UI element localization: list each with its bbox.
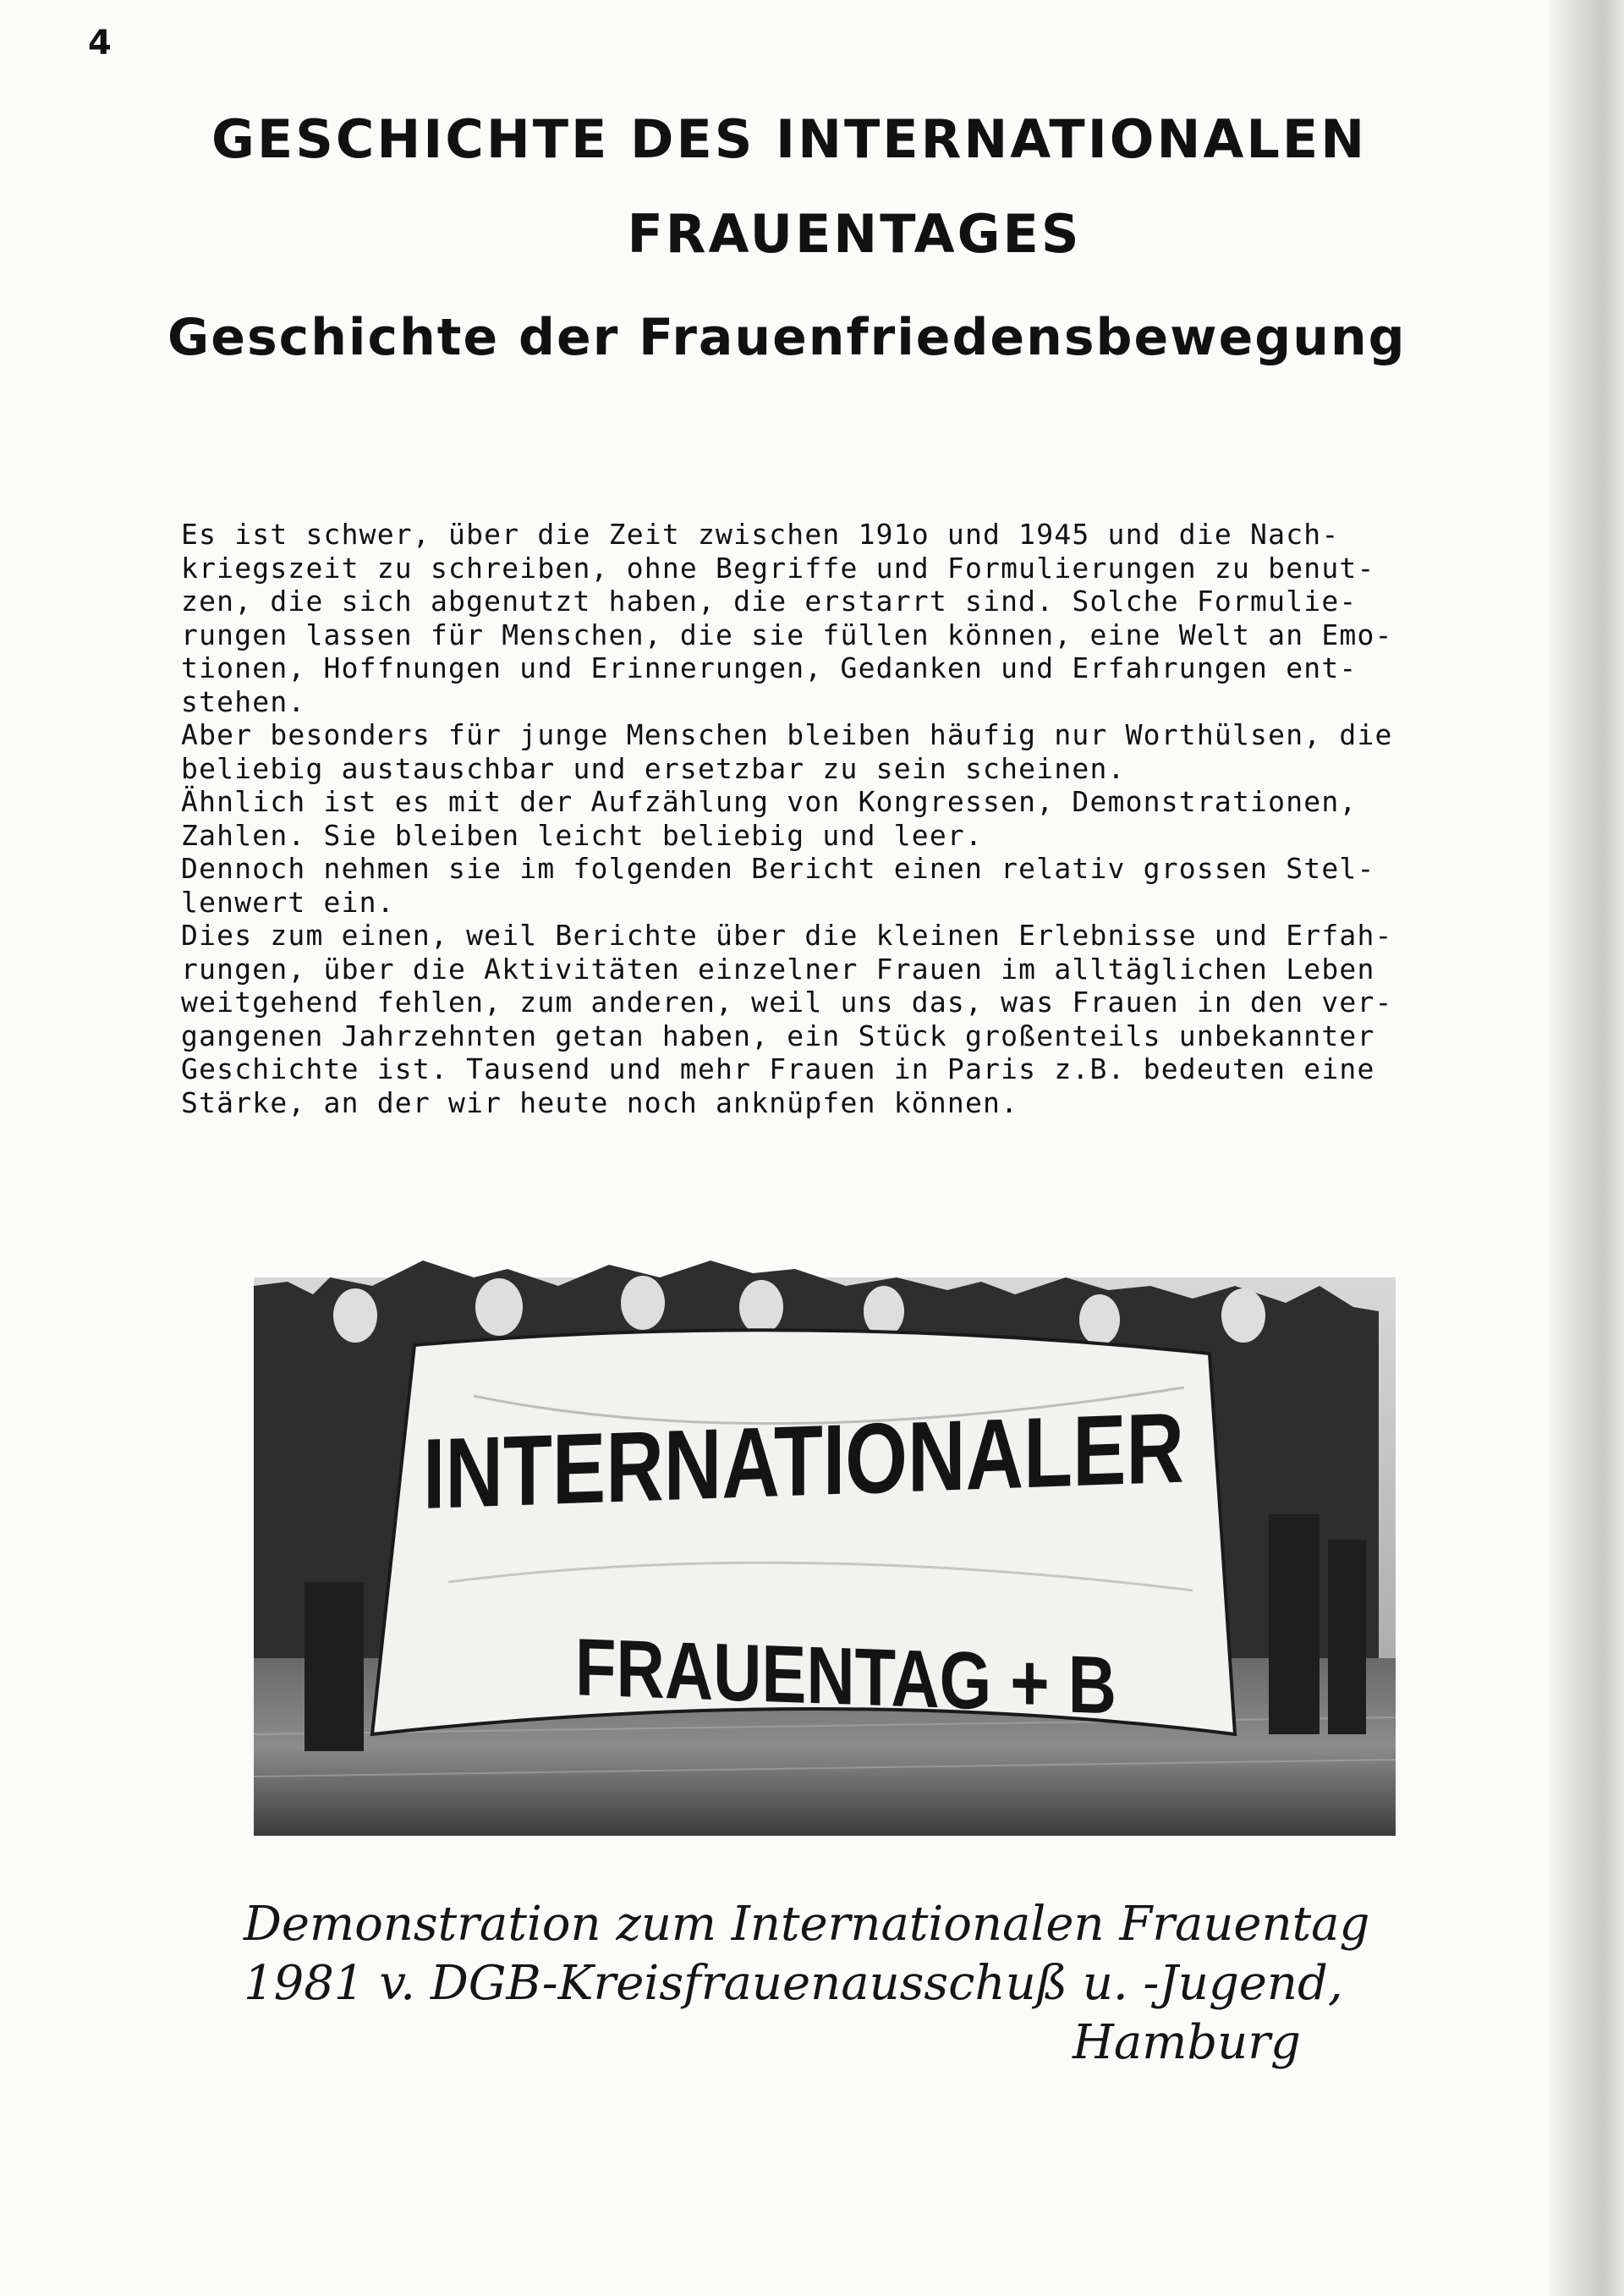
heading-line-1: GESCHICHTE DES INTERNATIONALEN [211, 108, 1368, 170]
body-line: weitgehend fehlen, zum anderen, weil uns das, was Frauen in den ver- [181, 986, 1393, 1019]
body-line: gangenen Jahrzehnten getan haben, ein Stück großenteils unbekannter [181, 1019, 1375, 1052]
body-line: Geschichte ist. Tausend und mehr Frauen in Paris z.B. bedeuten eine [181, 1052, 1375, 1085]
page-number: 4 [88, 24, 112, 63]
body-line: lenwert ein. [181, 885, 395, 919]
body-line: zen, die sich abgenutzt haben, die erstarrt sind. Solche Formulie- [181, 585, 1358, 618]
body-line: Es ist schwer, über die Zeit zwischen 191o und 1945 und die Nach- [181, 518, 1340, 551]
body-line: Dennoch nehmen sie im folgenden Bericht einen relativ grossen Stel- [181, 852, 1375, 885]
caption-line-3: Hamburg [1073, 2015, 1301, 2070]
body-line: tionen, Hoffnungen und Erinnerungen, Gedanken und Erfahrungen ent- [181, 651, 1358, 684]
body-line: Aber besonders für junge Menschen bleiben häufig nur Worthülsen, die [181, 718, 1393, 751]
body-line: Dies zum einen, weil Berichte über die kleinen Erlebnisse und Erfah- [181, 919, 1393, 952]
body-line: Stärke, an der wir heute noch anknüpfen können. [181, 1085, 1019, 1119]
banner-text-line-2: FRAUENTAG + B [575, 1622, 1231, 1736]
body-text [181, 518, 1517, 1119]
caption-line-2: 1981 v. DGB-Kreisfrauenausschuß u. -Jugend, [244, 1956, 1343, 2011]
caption-line-1: Demonstration zum Internationalen Frauentag [244, 1897, 1370, 1952]
handwritten-caption [244, 1895, 1487, 2073]
demonstration-photo [254, 1261, 1396, 1836]
body-line: kriegszeit zu schreiben, ohne Begriffe und Formulierungen zu benut- [181, 551, 1375, 585]
heading-line-3: Geschichte der Frauenfriedensbewegung [167, 308, 1407, 367]
body-line: Zahlen. Sie bleiben leicht beliebig und leer. [181, 818, 984, 852]
banner-text-line-1: INTERNATIONALER [423, 1385, 1369, 1531]
heading-line-2: FRAUENTAGES [627, 203, 1082, 265]
body-line: rungen, über die Aktivitäten einzelner Frauen im alltäglichen Leben [181, 952, 1375, 986]
body-line: stehen. [181, 684, 306, 718]
body-line: Ähnlich ist es mit der Aufzählung von Kongressen, Demonstrationen, [181, 785, 1358, 818]
body-line: rungen lassen für Menschen, die sie füllen können, eine Welt an Emo- [181, 618, 1393, 651]
body-line: beliebig austauschbar und ersetzbar zu sein scheinen. [181, 751, 1126, 785]
